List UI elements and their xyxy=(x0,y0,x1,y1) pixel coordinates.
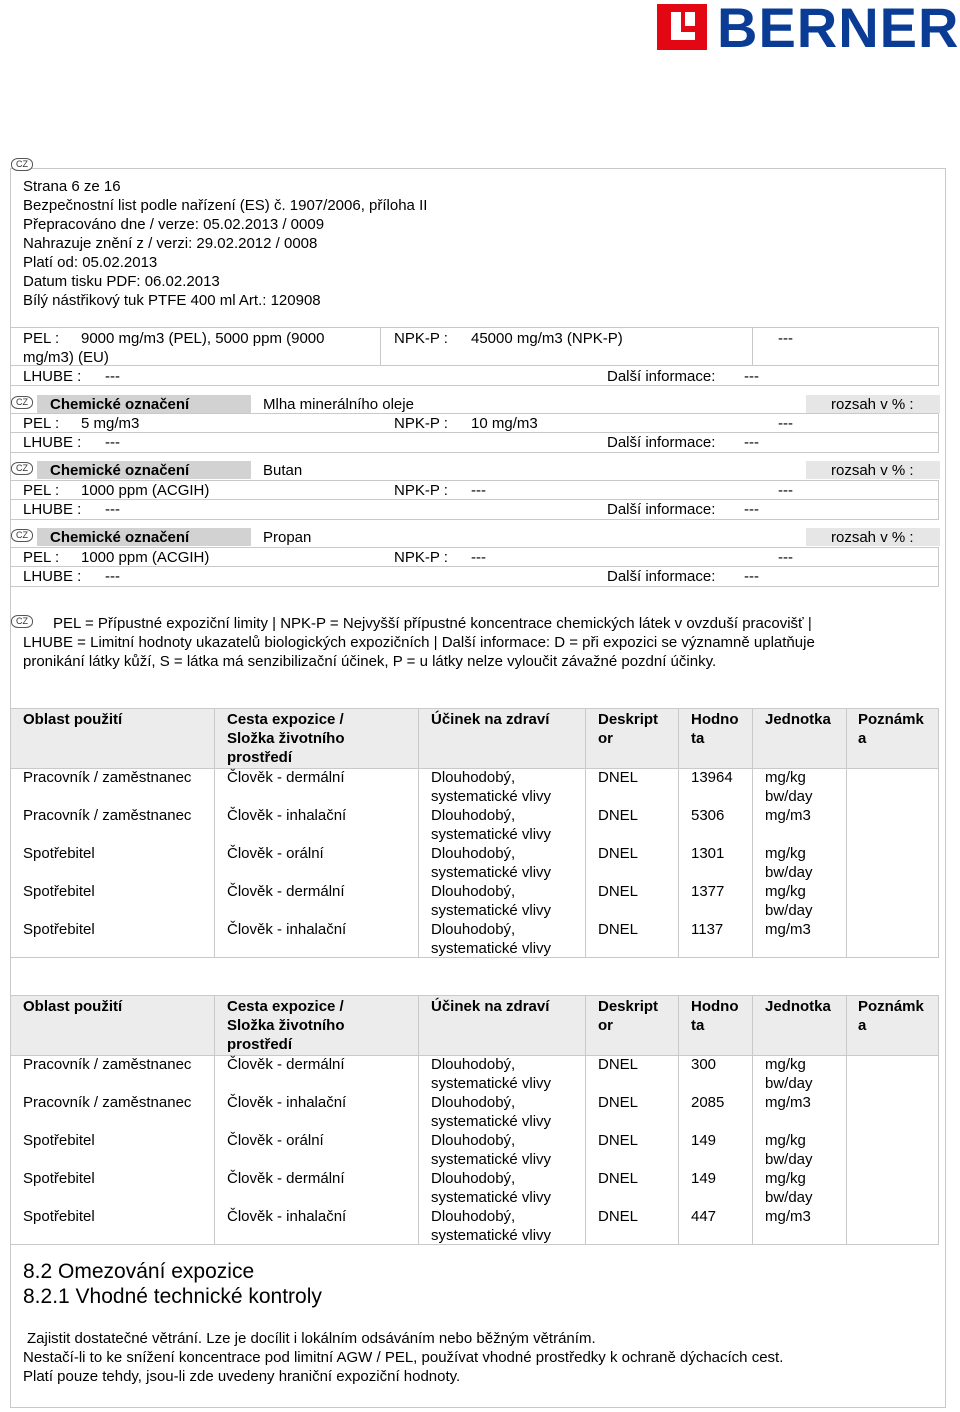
header-cesta: Cesta expozice / xyxy=(227,998,344,1015)
extra-value: --- xyxy=(778,549,793,566)
divider xyxy=(418,996,419,1244)
substance-name: Propan xyxy=(263,529,312,546)
section-heading-8-2-1: 8.2.1 Vhodné technické kontroly xyxy=(23,1285,322,1308)
header-cesta: Cesta expozice / xyxy=(227,711,344,728)
extra-value: --- xyxy=(778,415,793,432)
npk-label: NPK-P : xyxy=(394,549,448,566)
cell-deskriptor: DNEL xyxy=(598,1132,639,1149)
cell-jednotka: mg/m3 xyxy=(765,807,811,824)
dalsi-value: --- xyxy=(744,368,759,385)
dalsi-value: --- xyxy=(744,434,759,451)
cell-ucinek: systematické vlivy xyxy=(431,788,552,805)
substance-label: Chemické označení xyxy=(50,529,190,546)
cell-cesta: Člověk - inhalační xyxy=(227,1208,347,1225)
cell-ucinek: Dlouhodobý, xyxy=(431,769,516,786)
legend-line-1: PEL = Přípustné expoziční limity | NPK-P = Nejvyšší přípustné koncentrace chemických látek v ovzduší pracovišť | xyxy=(53,615,812,632)
header-hodnota: Hodno xyxy=(691,711,739,728)
cell-cesta: Člověk - dermální xyxy=(227,769,345,786)
cell-jednotka: bw/day xyxy=(765,1189,813,1206)
lhube-value: --- xyxy=(105,501,120,518)
pel-value: 1000 ppm (ACGIH) xyxy=(81,482,210,499)
cell-ucinek: Dlouhodobý, xyxy=(431,883,516,900)
paragraph-line-1: Zajistit dostatečné větrání. Lze je docílit i lokálním odsáváním nebo běžným větráním. xyxy=(27,1330,596,1347)
cell-jednotka: mg/kg xyxy=(765,769,806,786)
header-poznamka: Poznámk xyxy=(858,711,924,728)
substance-label: Chemické označení xyxy=(50,462,190,479)
divider xyxy=(752,709,753,957)
replaces-line: Nahrazuje znění z / verzi: 29.02.2012 / 0008 xyxy=(23,235,318,252)
cell-jednotka: mg/kg xyxy=(765,845,806,862)
cell-cesta: Člověk - inhalační xyxy=(227,807,347,824)
dalsi-label: Další informace: xyxy=(607,568,716,585)
cell-jednotka: bw/day xyxy=(765,902,813,919)
cell-oblast: Pracovník / zaměstnanec xyxy=(23,769,192,786)
header-deskriptor: Deskript xyxy=(598,998,659,1015)
header-deskriptor: or xyxy=(598,1017,613,1034)
divider xyxy=(752,327,753,365)
header-hodnota: ta xyxy=(691,730,705,747)
divider xyxy=(585,709,586,957)
country-badge-icon: CZ xyxy=(11,462,33,475)
cell-deskriptor: DNEL xyxy=(598,845,639,862)
npk-label: NPK-P : xyxy=(394,415,448,432)
header-ucinek: Účinek na zdraví xyxy=(431,711,550,728)
extra-value: --- xyxy=(778,330,793,347)
cell-deskriptor: DNEL xyxy=(598,921,639,938)
dnel-table-1 xyxy=(10,708,939,958)
cell-ucinek: systematické vlivy xyxy=(431,1151,552,1168)
cell-cesta: Člověk - inhalační xyxy=(227,921,347,938)
cell-ucinek: Dlouhodobý, xyxy=(431,1132,516,1149)
cell-oblast: Spotřebitel xyxy=(23,883,95,900)
dnel-table-2 xyxy=(10,995,939,1245)
lhube-value: --- xyxy=(105,568,120,585)
header-ucinek: Účinek na zdraví xyxy=(431,998,550,1015)
cell-oblast: Pracovník / zaměstnanec xyxy=(23,807,192,824)
pel-value-cont: mg/m3) (EU) xyxy=(23,349,109,366)
divider xyxy=(846,996,847,1244)
dalsi-label: Další informace: xyxy=(607,501,716,518)
section-heading-8-2: 8.2 Omezování expozice xyxy=(23,1260,255,1283)
dalsi-label: Další informace: xyxy=(607,368,716,385)
cell-oblast: Pracovník / zaměstnanec xyxy=(23,1094,192,1111)
revision-line: Přepracováno dne / verze: 05.02.2013 / 0009 xyxy=(23,216,325,233)
dalsi-value: --- xyxy=(744,568,759,585)
npk-label: NPK-P : xyxy=(394,330,448,347)
substance-name: Mlha minerálního oleje xyxy=(263,396,414,413)
country-badge-icon: CZ xyxy=(11,396,33,409)
cell-ucinek: Dlouhodobý, xyxy=(431,1170,516,1187)
divider xyxy=(214,996,215,1244)
cell-hodnota: 1377 xyxy=(691,883,725,900)
pel-label: PEL : xyxy=(23,415,60,432)
cell-hodnota: 5306 xyxy=(691,807,725,824)
regulation-line: Bezpečnostní list podle nařízení (ES) č. 1907/2006, příloha II xyxy=(23,197,428,214)
country-badge-icon: CZ xyxy=(11,615,33,628)
divider xyxy=(214,709,215,957)
lhube-label: LHUBE : xyxy=(23,368,82,385)
paragraph-line-2: Nestačí-li to ke snížení koncentrace pod limitní AGW / PEL, používat vhodné prostředky k ochraně dýchacích cest. xyxy=(23,1349,784,1366)
header-poznamka: Poznámk xyxy=(858,998,924,1015)
cell-hodnota: 13964 xyxy=(691,769,733,786)
cell-hodnota: 447 xyxy=(691,1208,717,1225)
divider xyxy=(10,365,939,366)
divider xyxy=(678,709,679,957)
cell-hodnota: 149 xyxy=(691,1170,717,1187)
npk-value: --- xyxy=(471,549,486,566)
cell-deskriptor: DNEL xyxy=(598,769,639,786)
header-deskriptor: or xyxy=(598,730,613,747)
cell-ucinek: systematické vlivy xyxy=(431,902,552,919)
cell-ucinek: systematické vlivy xyxy=(431,864,552,881)
cell-oblast: Spotřebitel xyxy=(23,1170,95,1187)
cell-hodnota: 149 xyxy=(691,1132,717,1149)
pel-value: 1000 ppm (ACGIH) xyxy=(81,549,210,566)
pel-label: PEL : xyxy=(23,330,60,347)
cell-deskriptor: DNEL xyxy=(598,1056,639,1073)
cell-cesta: Člověk - orální xyxy=(227,845,324,862)
cell-oblast: Spotřebitel xyxy=(23,845,95,862)
cell-ucinek: Dlouhodobý, xyxy=(431,921,516,938)
divider xyxy=(585,996,586,1244)
cell-deskriptor: DNEL xyxy=(598,883,639,900)
cell-oblast: Spotřebitel xyxy=(23,1208,95,1225)
cell-ucinek: systematické vlivy xyxy=(431,826,552,843)
cell-cesta: Člověk - inhalační xyxy=(227,1094,347,1111)
divider xyxy=(846,709,847,957)
divider xyxy=(752,996,753,1244)
cell-ucinek: Dlouhodobý, xyxy=(431,807,516,824)
pel-label: PEL : xyxy=(23,482,60,499)
header-deskriptor: Deskript xyxy=(598,711,659,728)
cell-ucinek: Dlouhodobý, xyxy=(431,1094,516,1111)
divider xyxy=(418,709,419,957)
header-hodnota: ta xyxy=(691,1017,705,1034)
page-number: Strana 6 ze 16 xyxy=(23,178,121,195)
cell-jednotka: mg/m3 xyxy=(765,921,811,938)
header-poznamka: a xyxy=(858,730,867,747)
cell-jednotka: bw/day xyxy=(765,864,813,881)
cell-jednotka: bw/day xyxy=(765,788,813,805)
cell-jednotka: mg/kg xyxy=(765,1056,806,1073)
legend-line-3: pronikání látky kůží, S = látka má senzibilizační účinek, P = u látky nelze vyloučit závažné pozdní účinky. xyxy=(23,653,717,670)
cell-hodnota: 1301 xyxy=(691,845,725,862)
cell-jednotka: mg/m3 xyxy=(765,1094,811,1111)
header-cesta: Složka životního xyxy=(227,730,345,747)
cell-deskriptor: DNEL xyxy=(598,807,639,824)
substance-range: rozsah v % : xyxy=(831,396,914,413)
header-hodnota: Hodno xyxy=(691,998,739,1015)
npk-value: 10 mg/m3 xyxy=(471,415,538,432)
country-badge-icon: CZ xyxy=(11,529,33,542)
cell-deskriptor: DNEL xyxy=(598,1208,639,1225)
cell-cesta: Člověk - dermální xyxy=(227,1056,345,1073)
header-oblast: Oblast použití xyxy=(23,998,123,1015)
header-jednotka: Jednotka xyxy=(765,998,831,1015)
country-badge-icon: CZ xyxy=(11,158,33,171)
cell-oblast: Spotřebitel xyxy=(23,921,95,938)
cell-jednotka: mg/kg xyxy=(765,1132,806,1149)
cell-oblast: Pracovník / zaměstnanec xyxy=(23,1056,192,1073)
cell-jednotka: bw/day xyxy=(765,1075,813,1092)
header-cesta: Složka životního xyxy=(227,1017,345,1034)
cell-oblast: Spotřebitel xyxy=(23,1132,95,1149)
lhube-label: LHUBE : xyxy=(23,568,82,585)
substance-name-bg xyxy=(251,528,806,546)
header-cesta: prostředí xyxy=(227,1036,293,1053)
berner-logo xyxy=(657,0,960,59)
pel-value: 9000 mg/m3 (PEL), 5000 ppm (9000 xyxy=(81,330,325,347)
cell-jednotka: mg/m3 xyxy=(765,1208,811,1225)
lhube-label: LHUBE : xyxy=(23,434,82,451)
substance-name-bg xyxy=(251,461,806,479)
divider xyxy=(380,327,381,365)
berner-logo-mark-icon xyxy=(657,4,707,50)
cell-cesta: Člověk - dermální xyxy=(227,883,345,900)
header-jednotka: Jednotka xyxy=(765,711,831,728)
cell-cesta: Člověk - dermální xyxy=(227,1170,345,1187)
print-date-line: Datum tisku PDF: 06.02.2013 xyxy=(23,273,220,290)
cell-ucinek: systematické vlivy xyxy=(431,940,552,957)
product-line: Bílý nástřikový tuk PTFE 400 ml Art.: 120908 xyxy=(23,292,321,309)
npk-value: 45000 mg/m3 (NPK-P) xyxy=(471,330,623,347)
cell-ucinek: systematické vlivy xyxy=(431,1075,552,1092)
extra-value: --- xyxy=(778,482,793,499)
cell-jednotka: mg/kg xyxy=(765,883,806,900)
header-cesta: prostředí xyxy=(227,749,293,766)
cell-jednotka: mg/kg xyxy=(765,1170,806,1187)
divider xyxy=(678,996,679,1244)
npk-label: NPK-P : xyxy=(394,482,448,499)
header-poznamka: a xyxy=(858,1017,867,1034)
cell-ucinek: systematické vlivy xyxy=(431,1113,552,1130)
legend-line-2: LHUBE = Limitní hodnoty ukazatelů biologických expozičních | Další informace: D = při expozici se významně uplatňuje xyxy=(23,634,815,651)
lhube-value: --- xyxy=(105,434,120,451)
cell-deskriptor: DNEL xyxy=(598,1094,639,1111)
cell-hodnota: 300 xyxy=(691,1056,717,1073)
pel-value: 5 mg/m3 xyxy=(81,415,140,432)
cell-ucinek: systematické vlivy xyxy=(431,1227,552,1244)
valid-from-line: Platí od: 05.02.2013 xyxy=(23,254,158,271)
npk-value: --- xyxy=(471,482,486,499)
dalsi-label: Další informace: xyxy=(607,434,716,451)
cell-cesta: Člověk - orální xyxy=(227,1132,324,1149)
cell-ucinek: Dlouhodobý, xyxy=(431,845,516,862)
substance-label: Chemické označení xyxy=(50,396,190,413)
paragraph-line-3: Platí pouze tehdy, jsou-li zde uvedeny hraniční expoziční hodnoty. xyxy=(23,1368,461,1385)
pel-label: PEL : xyxy=(23,549,60,566)
substance-name: Butan xyxy=(263,462,303,479)
lhube-label: LHUBE : xyxy=(23,501,82,518)
substance-range: rozsah v % : xyxy=(831,529,914,546)
cell-hodnota: 1137 xyxy=(691,921,724,938)
header-oblast: Oblast použití xyxy=(23,711,123,728)
berner-logo-text: BERNER xyxy=(717,0,960,59)
cell-jednotka: bw/day xyxy=(765,1151,813,1168)
cell-ucinek: Dlouhodobý, xyxy=(431,1208,516,1225)
substance-range: rozsah v % : xyxy=(831,462,914,479)
lhube-value: --- xyxy=(105,368,120,385)
cell-deskriptor: DNEL xyxy=(598,1170,639,1187)
cell-hodnota: 2085 xyxy=(691,1094,725,1111)
cell-ucinek: Dlouhodobý, xyxy=(431,1056,516,1073)
cell-ucinek: systematické vlivy xyxy=(431,1189,552,1206)
dalsi-value: --- xyxy=(744,501,759,518)
